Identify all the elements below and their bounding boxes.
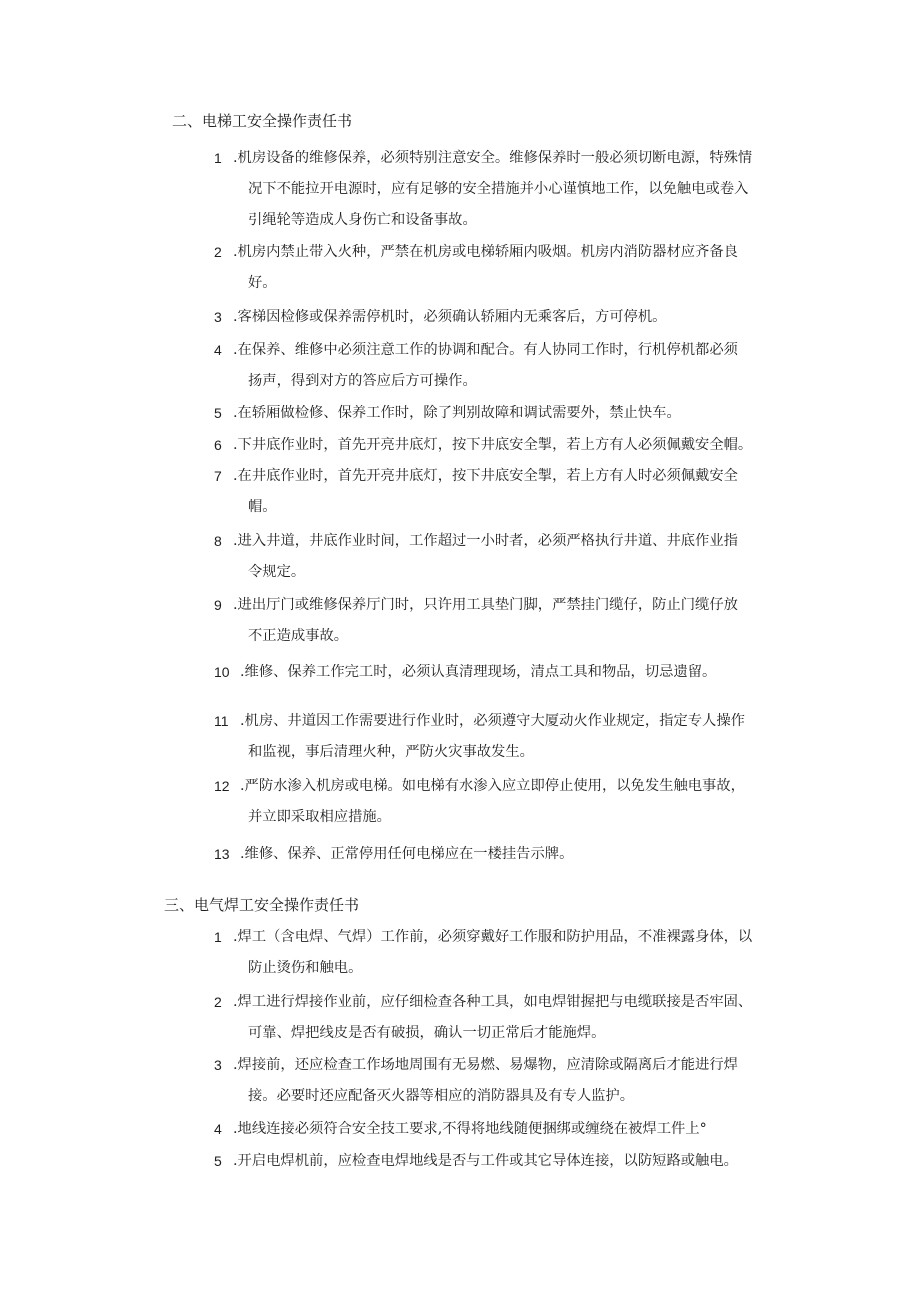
item-text-line: 可靠、焊把线皮是否有破损，确认一切正常后才能施焊。 — [248, 1025, 606, 1041]
item-text-line: .机房内禁止带入火种，严禁在机房或电梯轿厢内吸烟。机房内消防器材应齐备良 — [233, 244, 738, 260]
item-text-line: 和监视，事后清理火种，严防火灾事故发生。 — [248, 744, 534, 760]
item-text-line: .焊工进行焊接作业前，应仔细检查各种工具，如电焊钳握把与电缆联接是否牢固、 — [233, 994, 753, 1010]
item-text-line: 扬声，得到对方的答应后方可操作。 — [248, 373, 477, 389]
item-text-line: 并立即采取相应措施。 — [248, 809, 391, 825]
item-text-line: .客梯因检修或保养需停机时，必须确认轿厢内无乘客后，方可停机。 — [233, 309, 667, 325]
item-text-line: .进入井道，井底作业时间，工作超过一小时者，必须严格执行井道、井底作业指 — [233, 533, 738, 549]
section-heading-elevator: 二、电梯工安全操作责任书 — [172, 112, 353, 130]
section-heading-welder: 三、电气焊工安全操作责任书 — [164, 896, 360, 914]
item-text-line: 防止烫伤和触电。 — [248, 960, 363, 976]
item-text-line: .严防水渗入机房或电梯。如电梯有水渗入应立即停止使用，以免发生触电事故， — [240, 778, 745, 794]
item-number: 2 — [214, 244, 222, 260]
item-text-line: 引绳轮等造成人身伤亡和设备事故。 — [248, 212, 477, 228]
item-text-line: 令规定。 — [248, 564, 306, 580]
item-number: 6 — [214, 437, 222, 453]
item-number: 10 — [214, 664, 230, 680]
item-number: 1 — [214, 929, 222, 945]
item-number: 5 — [214, 1153, 222, 1169]
item-text-line: 接。必要时还应配备灭火器等相应的消防器具及有专人监护。 — [248, 1088, 635, 1104]
item-text-line: 况下不能拉开电源时，应有足够的安全措施并小心谨慎地工作，以免触电或卷入 — [248, 181, 749, 197]
item-text-line: .开启电焊机前，应检查电焊地线是否与工件或其它导体连接，以防短路或触电。 — [233, 1153, 738, 1169]
item-text-line: .机房、井道因工作需要进行作业时，必须遵守大厦动火作业规定，指定专人操作 — [240, 713, 745, 729]
item-text-line: 不正造成事故。 — [248, 628, 349, 644]
item-text-line: 好。 — [248, 275, 277, 291]
item-text-line: .焊接前，还应检查工作场地周围有无易燃、易爆物，应清除或隔离后才能进行焊 — [233, 1057, 738, 1073]
item-number: 12 — [214, 778, 230, 794]
item-text-line: .焊工（含电焊、气焊）工作前，必须穿戴好工作服和防护用品，不准裸露身体，以 — [233, 929, 753, 945]
item-number: 13 — [214, 846, 230, 862]
item-text-line: .在轿厢做检修、保养工作时，除了判别故障和调试需要外，禁止快车。 — [233, 405, 681, 421]
item-number: 8 — [214, 533, 222, 549]
item-text-line: .维修、保养、正常停用任何电梯应在一楼挂告示牌。 — [240, 846, 574, 862]
item-number: 3 — [214, 309, 222, 325]
item-number: 4 — [214, 342, 222, 358]
item-number: 1 — [214, 150, 222, 166]
item-text-line: .地线连接必须符合安全技工要求,不得将地线随便捆绑或缠绕在被焊工件上° — [233, 1121, 707, 1137]
item-text-line: .在保养、维修中必须注意工作的协调和配合。有人协同工作时，行机停机都必须 — [233, 342, 738, 358]
item-text-line: .在井底作业时，首先开亮井底灯，按下井底安全掣，若上方有人时必须佩戴安全 — [233, 468, 738, 484]
item-text-line: 帽。 — [248, 499, 277, 515]
item-text-line: .进出厅门或维修保养厅门时，只许用工具垫门脚，严禁挂门缆仔，防止门缆仔放 — [233, 597, 738, 613]
item-number: 11 — [214, 713, 229, 729]
item-text-line: .维修、保养工作完工时，必须认真清理现场，清点工具和物品，切忌遗留。 — [240, 664, 717, 680]
item-number: 7 — [214, 468, 222, 484]
item-number: 3 — [214, 1057, 222, 1073]
item-number: 4 — [214, 1121, 222, 1137]
item-number: 2 — [214, 994, 222, 1010]
item-text-line: .机房设备的维修保养，必须特别注意安全。维修保养时一般必须切断电源，特殊情 — [233, 150, 753, 166]
item-text-line: .下井底作业时，首先开亮井底灯，按下井底安全掣，若上方有人必须佩戴安全帽。 — [233, 437, 753, 453]
item-number: 5 — [214, 405, 222, 421]
item-number: 9 — [214, 597, 222, 613]
